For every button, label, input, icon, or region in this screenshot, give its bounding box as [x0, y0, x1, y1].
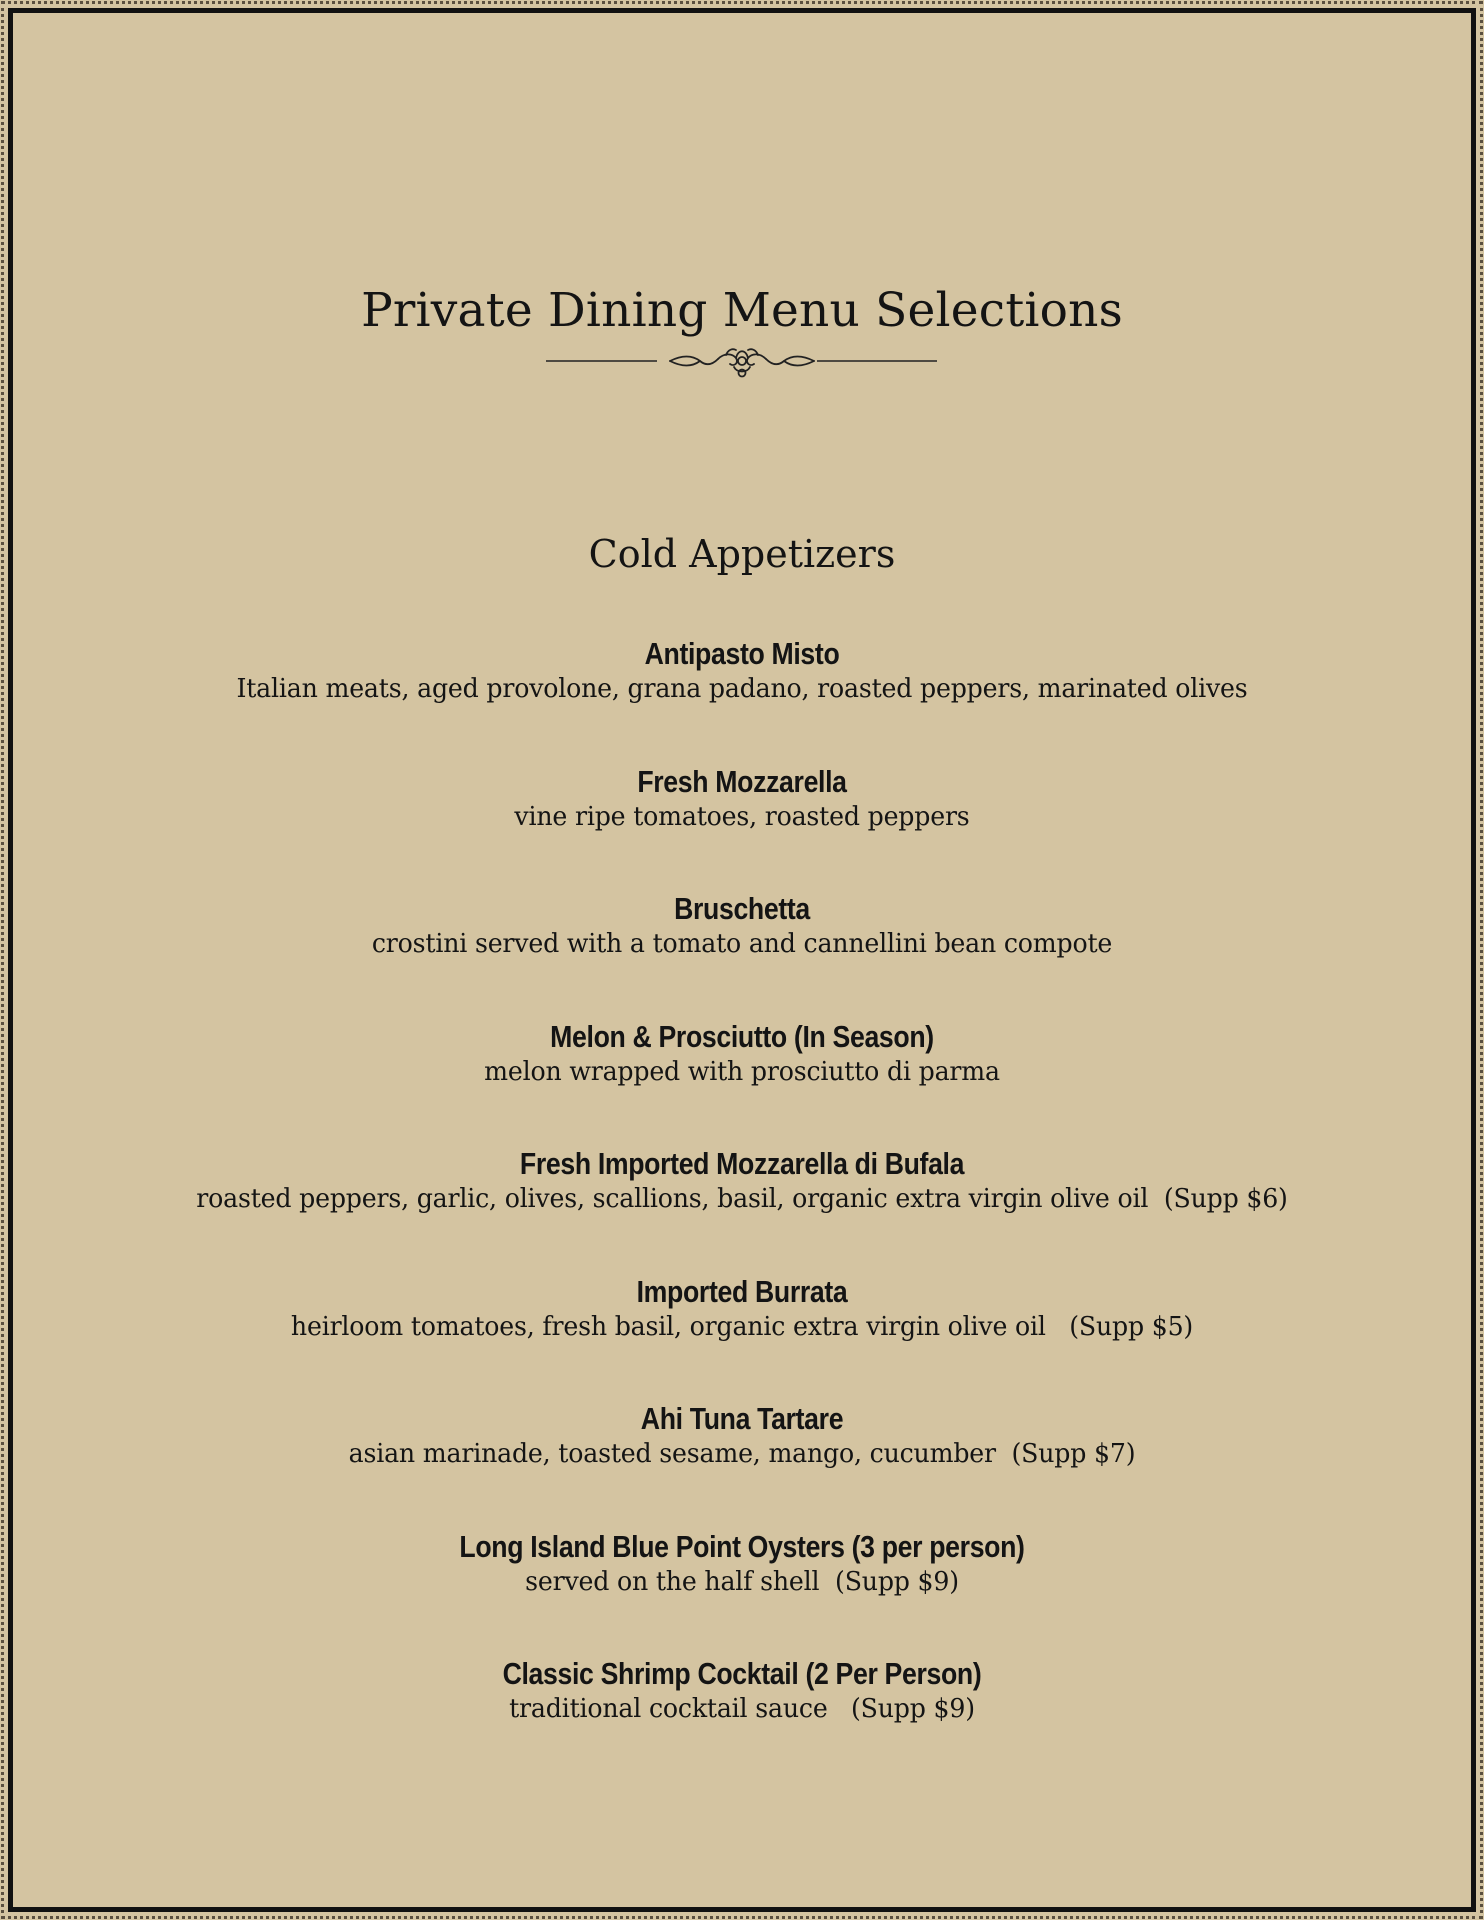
menu-item-description: asian marinade, toasted sesame, mango, cucumber (Supp $7) [348, 1439, 1136, 1469]
menu-item [0, 1656, 1484, 1784]
menu-item-description: crostini served with a tomato and cannellini bean compote [371, 929, 1113, 959]
menu-item [0, 636, 1484, 764]
menu-item [0, 1146, 1484, 1274]
section-heading: Cold Appetizers [588, 532, 896, 576]
menu-item-name: Melon & Prosciutto (In Season) [550, 1018, 934, 1054]
menu-item-name: Long Island Blue Point Oysters (3 per person) [459, 1528, 1025, 1564]
menu-item [0, 1019, 1484, 1147]
menu-item-description: roasted peppers, garlic, olives, scallions, basil, organic extra virgin olive oil (Supp $6) [196, 1184, 1288, 1214]
menu-item [0, 1401, 1484, 1529]
menu-item-description: traditional cocktail sauce (Supp $9) [509, 1694, 975, 1724]
menu-item-name: Antipasto Misto [644, 636, 840, 671]
menu-item-description: vine ripe tomatoes, roasted peppers [514, 801, 970, 832]
menu-item-list [0, 636, 1484, 1784]
menu-item-name: Bruschetta [674, 891, 810, 926]
menu-item-name: Ahi Tuna Tartare [640, 1401, 844, 1436]
menu-item [0, 1529, 1484, 1657]
menu-item [0, 1274, 1484, 1402]
menu-item [0, 764, 1484, 892]
ornamental-flourish-icon [542, 343, 942, 379]
menu-item-name: Fresh Mozzarella [637, 763, 847, 799]
menu-item-description: heirloom tomatoes, fresh basil, organic extra virgin olive oil (Supp $5) [290, 1311, 1194, 1342]
menu-item-description: melon wrapped with prosciutto di parma [484, 1056, 1000, 1087]
menu-item [0, 891, 1484, 1019]
menu-item-name: Imported Burrata [636, 1273, 848, 1309]
menu-item-name: Fresh Imported Mozzarella di Bufala [519, 1146, 965, 1181]
menu-item-description: served on the half shell (Supp $9) [525, 1566, 959, 1597]
page-title: Private Dining Menu Selections [361, 283, 1123, 338]
menu-item-name: Classic Shrimp Cocktail (2 Per Person) [502, 1656, 982, 1691]
menu-item-description: Italian meats, aged provolone, grana padano, roasted peppers, marinated olives [236, 674, 1248, 704]
